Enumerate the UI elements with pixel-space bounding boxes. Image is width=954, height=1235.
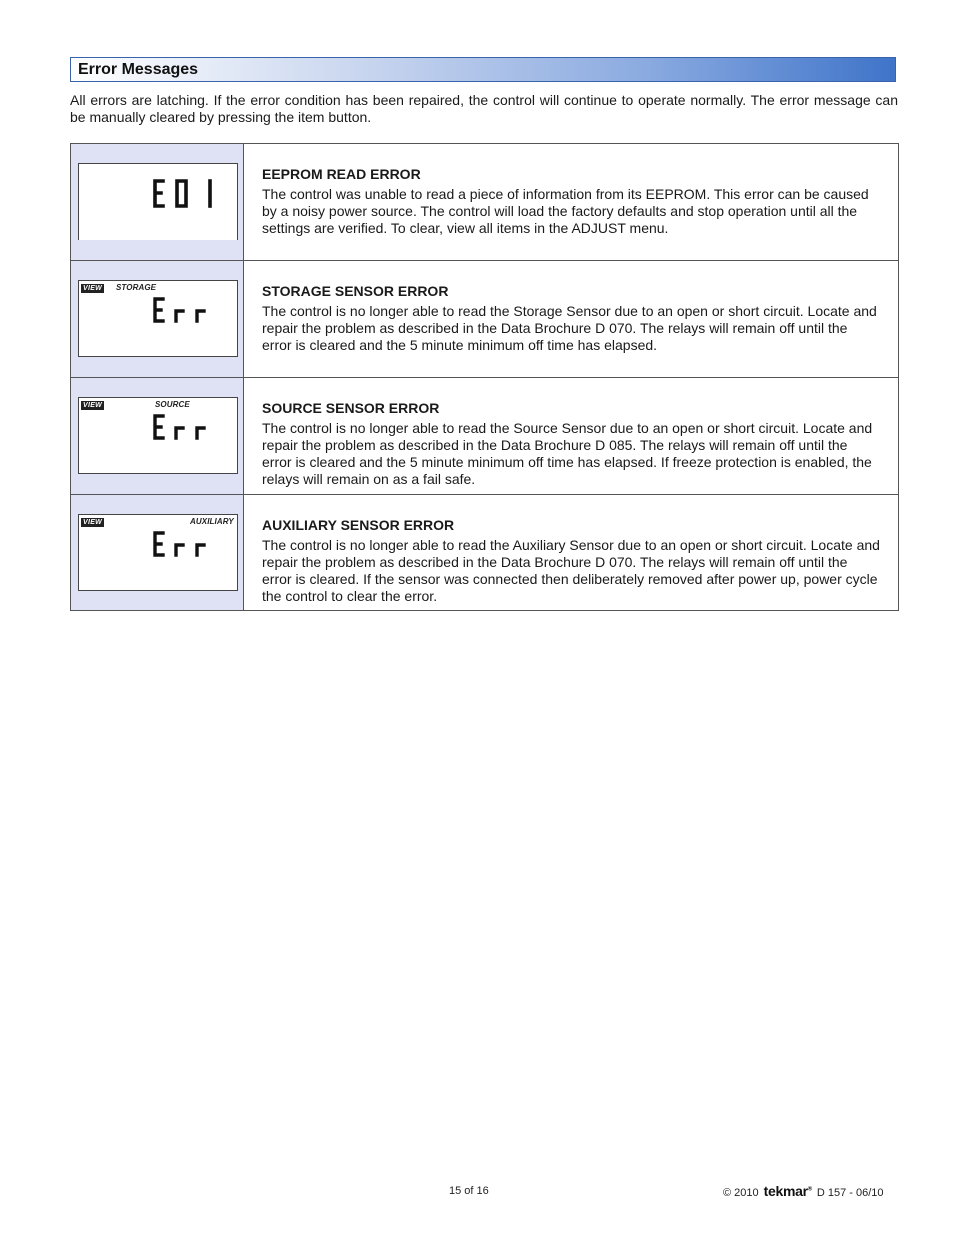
page-number: 15 of 16 <box>449 1185 489 1197</box>
error-title: STORAGE SENSOR ERROR <box>262 283 449 299</box>
error-text <box>244 261 898 377</box>
view-indicator: VIEW <box>83 402 103 409</box>
error-row-storage <box>71 261 898 378</box>
segment-digits-err <box>79 281 237 357</box>
lcd-display-storage <box>78 280 238 357</box>
brand-logo <box>764 1183 812 1199</box>
intro-paragraph: All errors are latching. If the error condition has been repaired, the control will continue to operate normally. The error message can be manually cleared by pressing the item button. <box>70 92 898 125</box>
error-title: AUXILIARY SENSOR ERROR <box>262 517 455 533</box>
sensor-label: STORAGE <box>116 283 157 292</box>
error-description: The control is no longer able to read the Auxiliary Sensor due to an open or short circuit. Locate and repair the problem as described in the Data Brochure D 070. The relays will remain off until the error is cleared. If the sensor was connected then deliberately removed after power up, power cycle the control to clear the error. <box>262 537 880 604</box>
error-text <box>244 378 898 494</box>
view-indicator: VIEW <box>83 285 103 292</box>
registered-mark: ® <box>807 1186 812 1193</box>
brand-name: tekmar <box>763 1183 808 1199</box>
error-description: The control is no longer able to read the Source Sensor due to an open or short circuit. Locate and repair the problem as described in the Data Brochure D 085. The relays will remain off until the error is cleared and the 5 minute minimum off time has elapsed. If freeze protection is enabled, the relays will remain on as a fail safe. <box>262 420 873 487</box>
error-row-eeprom <box>71 144 898 261</box>
segment-digits-err <box>79 515 237 591</box>
error-description: The control was unable to read a piece of information from its EEPROM. This error can be caused by a noisy power source. The control will load the factory defaults and stop operation until all the settings are verified. To clear, view all items in the ADJUST menu. <box>262 186 869 236</box>
lcd-display-auxiliary <box>78 514 238 591</box>
error-title: EEPROM READ ERROR <box>262 166 421 182</box>
error-text <box>244 495 898 610</box>
lcd-display-e01 <box>78 163 238 240</box>
lcd-cell <box>71 378 244 494</box>
sensor-label: SOURCE <box>155 400 190 409</box>
lcd-cell <box>71 495 244 610</box>
error-title: SOURCE SENSOR ERROR <box>262 400 440 416</box>
view-indicator: VIEW <box>83 519 103 526</box>
section-title: Error Messages <box>78 61 199 78</box>
error-text <box>244 144 898 260</box>
copyright: © 2010 <box>723 1187 759 1199</box>
error-messages-table <box>70 143 899 611</box>
sensor-label: AUXILIARY <box>190 517 234 526</box>
error-row-source <box>71 378 898 495</box>
section-header <box>70 57 896 82</box>
segment-digits-err <box>79 398 237 474</box>
lcd-cell <box>71 261 244 377</box>
error-row-auxiliary <box>71 495 898 610</box>
segment-digits-e01 <box>79 164 237 240</box>
error-description: The control is no longer able to read the Storage Sensor due to an open or short circuit. Locate and repair the problem as described in the Data Brochure D 070. The relays will remain off until the error is cleared and the 5 minute minimum off time has elapsed. <box>262 303 877 353</box>
footer-meta <box>723 1183 884 1199</box>
document-code: D 157 - 06/10 <box>816 1187 884 1199</box>
lcd-display-source <box>78 397 238 474</box>
lcd-cell <box>71 144 244 260</box>
